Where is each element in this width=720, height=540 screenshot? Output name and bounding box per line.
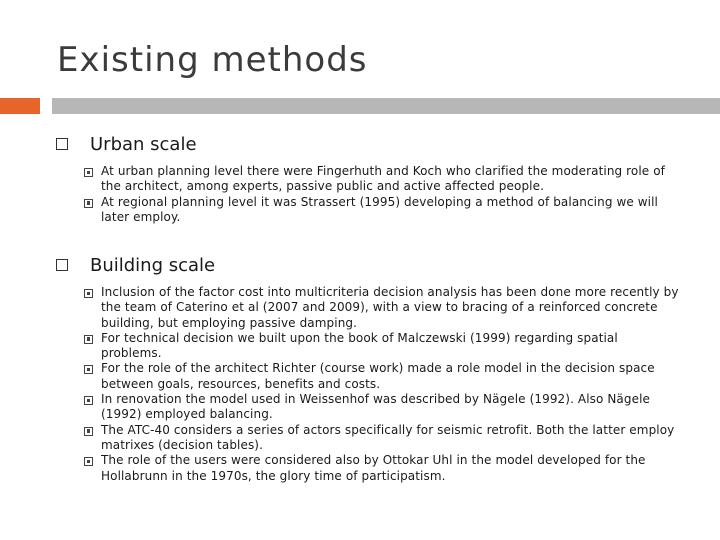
title-divider-bar [52,98,720,114]
bullet-list [84,285,696,484]
square-bullet-icon [84,457,93,466]
section-building-scale [56,254,696,484]
section-label: Urban scale [90,133,197,155]
square-bullet-icon [56,259,68,271]
list-item: The ATC-40 considers a series of actors specifically for seismic retrofit. Both the latter employ matrixes (decision tables). [84,423,696,454]
square-bullet-icon [84,365,93,374]
square-bullet-icon [84,168,93,177]
list-item: For the role of the architect Richter (course work) made a role model in the decision space between goals, resources, benefits and costs. [84,361,696,392]
list-item: For technical decision we built upon the book of Malczewski (1999) regarding spatial problems. [84,331,696,362]
square-bullet-icon [84,396,93,405]
section-urban-scale [56,133,696,225]
bullet-list [84,164,696,225]
list-item: At regional planning level it was Strassert (1995) developing a method of balancing we will later employ. [84,195,696,226]
list-item: At urban planning level there were Fingerhuth and Koch who clarified the moderating role of the architect, among experts, passive public and active affected people. [84,164,696,195]
square-bullet-icon [84,289,93,298]
list-item: Inclusion of the factor cost into multicriteria decision analysis has been done more recently by the team of Caterino et al (2007 and 2009), with a view to bracing of a reinforced concrete building, but employing passive damping. [84,285,696,331]
section-label: Building scale [90,254,216,276]
list-item: The role of the users were considered also by Ottokar Uhl in the model developed for the Hollabrunn in the 1970s, the glory time of participatism. [84,453,696,484]
square-bullet-icon [84,427,93,436]
square-bullet-icon [84,199,93,208]
square-bullet-icon [56,138,68,150]
list-item: In renovation the model used in Weissenhof was described by Nägele (1992). Also Nägele (1992) employed balancing. [84,392,696,423]
title-accent-bar [0,98,40,114]
slide-title: Existing methods [57,40,368,80]
square-bullet-icon [84,335,93,344]
